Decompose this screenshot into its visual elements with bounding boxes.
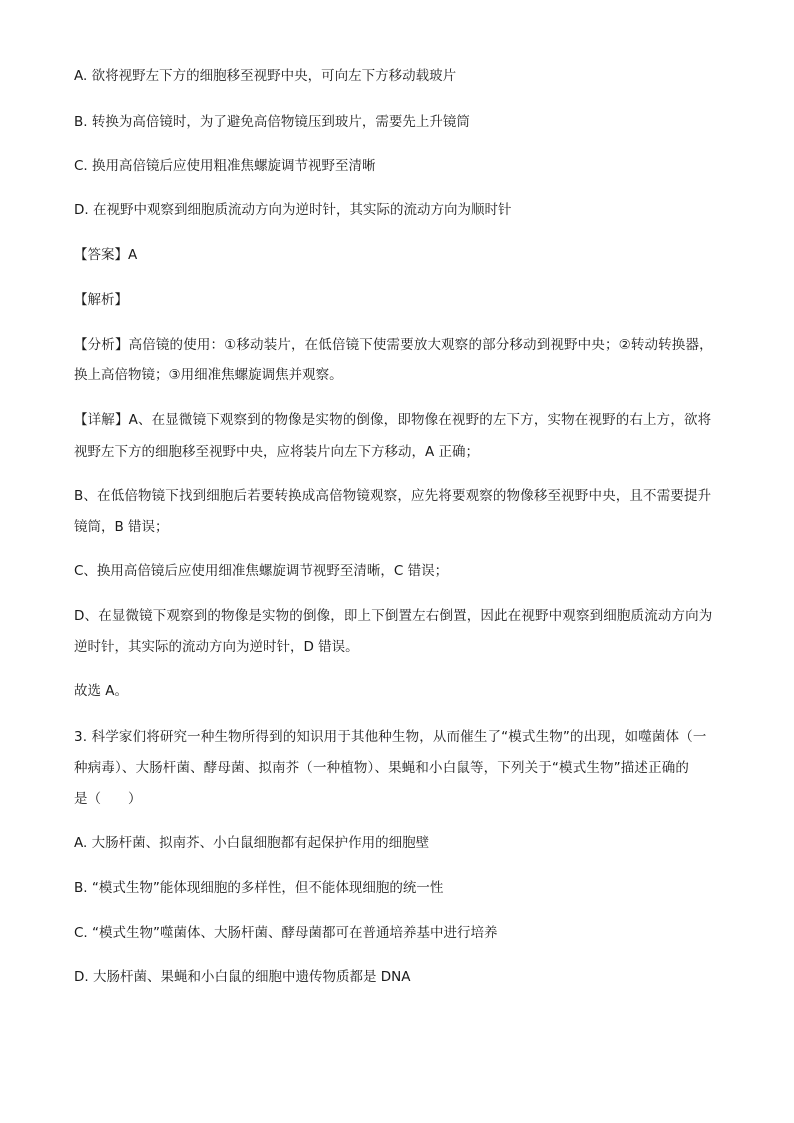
- q3-option-a: A. 大肠杆菌、拟南芥、小白鼠细胞都有起保护作用的细胞壁: [74, 835, 430, 851]
- detail-line-1: 【详解】A、在显微镜下观察到的物像是实物的倒像，即物像在视野的左下方，实物在视野的右上方，欲将: [74, 412, 712, 428]
- detail-line-2: 视野左下方的细胞移至视野中央，应将装片向左下方移动，A 正确；: [74, 444, 480, 460]
- d-explain-line-1: D、在显微镜下观察到的物像是实物的倒像，即上下倒置左右倒置，因此在视野中观察到细胞质流动方向为: [74, 608, 713, 624]
- analysis-heading: 【解析】: [74, 292, 128, 308]
- q3-stem-line-1: 3. 科学家们将研究一种生物所得到的知识用于其他种生物，从而催生了“模式生物”的出现，如噬菌体（一: [74, 729, 707, 745]
- conclusion-line: 故选 A。: [74, 683, 129, 699]
- analysis-fenxi-line-2: 换上高倍物镜；③用细准焦螺旋调焦并观察。: [74, 367, 343, 383]
- b-explain-line-2: 镜筒，B 错误；: [74, 519, 169, 535]
- q2-option-c: C. 换用高倍镜后应使用粗准焦螺旋调节视野至清晰: [74, 158, 376, 174]
- c-explain-line: C、换用高倍镜后应使用细准焦螺旋调节视野至清晰，C 错误；: [74, 563, 449, 579]
- d-explain-line-2: 逆时针，其实际的流动方向为逆时针，D 错误。: [74, 639, 359, 655]
- q2-option-d: D. 在视野中观察到细胞质流动方向为逆时针，其实际的流动方向为顺时针: [74, 202, 512, 218]
- q2-option-a: A. 欲将视野左下方的细胞移至视野中央，可向左下方移动载玻片: [74, 68, 457, 84]
- q2-option-b: B. 转换为高倍镜时，为了避免高倍物镜压到玻片，需要先上升镜筒: [74, 114, 470, 130]
- q3-stem-line-2: 种病毒）、大肠杆菌、酵母菌、拟南芥（一种植物）、果蝇和小白鼠等，下列关于“模式生物”描述正确的: [74, 760, 690, 776]
- q3-option-d: D. 大肠杆菌、果蝇和小白鼠的细胞中遗传物质都是 DNA: [74, 969, 411, 985]
- q3-option-b: B. “模式生物”能体现细胞的多样性，但不能体现细胞的统一性: [74, 880, 444, 896]
- answer-line: 【答案】A: [74, 247, 138, 263]
- q3-option-c: C. “模式生物”噬菌体、大肠杆菌、酵母菌都可在普通培养基中进行培养: [74, 925, 498, 941]
- q3-stem-line-3: 是（ ）: [74, 791, 142, 807]
- analysis-fenxi-line-1: 【分析】高倍镜的使用：①移动装片，在低倍镜下使需要放大观察的部分移动到视野中央；②转动转换器，: [74, 337, 713, 353]
- b-explain-line-1: B、在低倍物镜下找到细胞后若要转换成高倍物镜观察，应先将要观察的物像移至视野中央，且不需要提升: [74, 488, 712, 504]
